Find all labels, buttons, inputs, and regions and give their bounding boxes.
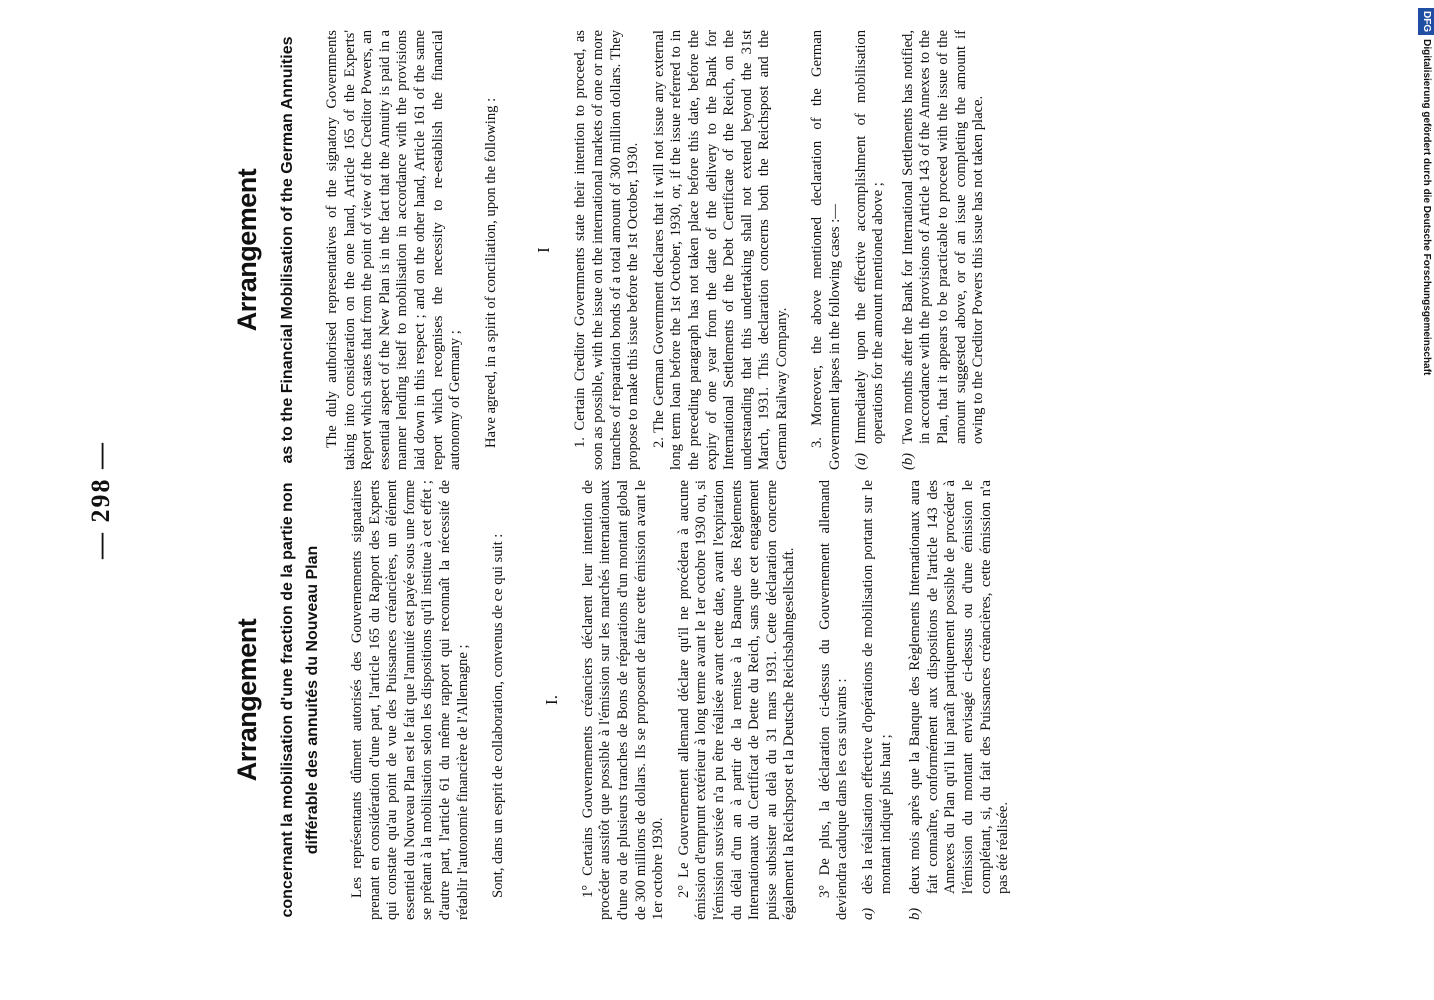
english-item-b-text: Two months after the Bank for International Settlements has notified, in accordance with the provisions of Article 143 of the Annexes to the Plan, that it appears to be practicable to proceed with the issue of the amount suggested above, or of an issue completing the amount if owing to the Creditor Powers this issue has not taken place. xyxy=(899,30,987,444)
english-paragraph-1: 1. Certain Creditor Governments state their intention to proceed, as soon as possible, with the issue on the international markets of one or more tranches of reparation bonds of a total amount of 300 million dollars. They propose to make this issue before the 1st October, 1930. xyxy=(572,30,642,470)
dfg-credit-text: Digitalisierung gefördert durch die Deutsche Forschungsgemeinschaft xyxy=(1421,39,1432,376)
french-paragraph-2: 2° Le Gouvernement allemand déclare qu'il ne procédera à aucune émission d'emprunt extérieur à long terme avant le 1er octobre 1930 ou, si l'émission susvisée n'a pu être réalisée avant cette date, avant l'expiration du délai d'un an à partir de la remise à la Banque des Règlements Internationaux du Certificat de Dette du Reich, sans que cet engagement puisse subsister au delà du 31 mars 1931. Cette déclaration concerne également la Reichspost et la Deutsche Reichsbahngesellschaft. xyxy=(675,480,798,920)
english-item-a-marker: (a) xyxy=(852,452,869,470)
english-item-a-text: Immediately upon the effective accomplishment of mobilisation operations for the amount mentioned above ; xyxy=(852,30,887,444)
dfg-credit-strip xyxy=(1418,8,1434,992)
english-agreed: Have agreed, in a spirit of conciliation, upon the following : xyxy=(482,97,499,448)
french-title: Arrangement xyxy=(232,618,262,782)
french-paragraph-1: 1° Certains Gouvernements créanciers déclarent leur intention de procéder aussitôt que possible à l'émission sur les marchés internationaux d'une ou de plusieurs tranches de Bons de réparations d'un montant global de 300 millions de dollars. Ils se proposent de faire cette émission avant le 1er octobre 1930. xyxy=(579,480,667,920)
english-paragraph-3: 3. Moreover, the above mentioned declaration of the German Government lapses in the following cases :— xyxy=(809,30,844,470)
english-column xyxy=(140,30,1000,470)
page-number: — 298 — xyxy=(86,441,115,559)
french-agreed: Sont, dans un esprit de collaboration, convenus de ce qui suit : xyxy=(490,533,507,898)
french-item-a-marker: a) xyxy=(860,907,877,920)
french-item-b-marker: b) xyxy=(907,907,924,920)
french-subtitle: concernant la mobilisation d'une fraction de la partie non différable des annuités du Nouveau Plan xyxy=(279,482,321,918)
french-item-a xyxy=(860,480,895,920)
english-section-heading: I xyxy=(534,247,554,253)
french-column xyxy=(140,480,1025,920)
english-item-a xyxy=(853,30,888,470)
english-item-b-marker: (b) xyxy=(899,452,916,470)
french-section-heading: I. xyxy=(541,695,561,705)
dfg-logo-icon: DFG xyxy=(1418,8,1434,35)
french-item-a-text: dès la réalisation effective d'opérations de mobilisation portant sur le montant indiqué plus haut ; xyxy=(860,480,894,894)
english-item-b xyxy=(900,30,988,470)
dfg-credit xyxy=(1418,8,1434,992)
french-preamble: Les représentants dûment autorisés des Gouvernements signataires prenant en considération d'une part, l'article 165 du Rapport des Experts qui constate qu'au point de vue des Puissances créancières, un élément essentiel du Nouveau Plan est le fait que l'annuité est payée sous une forme se prêtant à la mobilisation selon les dispositions qu'il institue à cet effet ; d'autre part, l'article 61 du même rapport qui reconnaît la nécessité de rétablir l'autonomie financière de l'Allemagne ; xyxy=(349,480,471,920)
english-subtitle: as to the Financial Mobilisation of the German Annuities xyxy=(279,36,296,464)
french-paragraph-3: 3° De plus, la déclaration ci-dessus du Gouvernement allemand deviendra caduque dans les cas suivants : xyxy=(816,480,851,920)
french-item-b-text: deux mois après que la Banque des Règlements Internationaux aura fait connaître, conformément aux dispositions de l'article 143 des Annexes du Plan qu'il lui paraît partiquement possible de procéder à l'émission du montant envisagé ci-dessus ou d'une émission le complétant, si, du fait des Puissances créancières, cette émission n'a pas été réalisée. xyxy=(907,480,1012,894)
english-title: Arrangement xyxy=(232,168,262,332)
english-paragraph-2: 2. The German Government declares that it will not issue any external long term loan before the 1st October, 1930, or, if the issue referred to in the preceding paragraph has not taken place before this date, before the expiry of one year from the date of the delivery to the Bank for International Settlements of the Debt Certificate of the Reich, on the understanding that this undertaking shall not extend beyond the 31st March, 1931. This declaration concerns both the Reichspost and the German Railway Company. xyxy=(650,30,790,470)
french-item-b xyxy=(907,480,1013,920)
english-preamble: The duly authorised representatives of the signatory Governments taking into consideration on the one hand, Article 165 of the Experts' Report which states that from the point of view of the Creditor Powers, an essential aspect of the New Plan is in the fact that the Annuity is paid in a manner lending itself to mobilisation in accordance with the provisions laid down in this respect ; and on the other hand, Article 161 of the same report which recognises the necessity to re-establish the financial autonomy of Germany ; xyxy=(324,30,464,470)
